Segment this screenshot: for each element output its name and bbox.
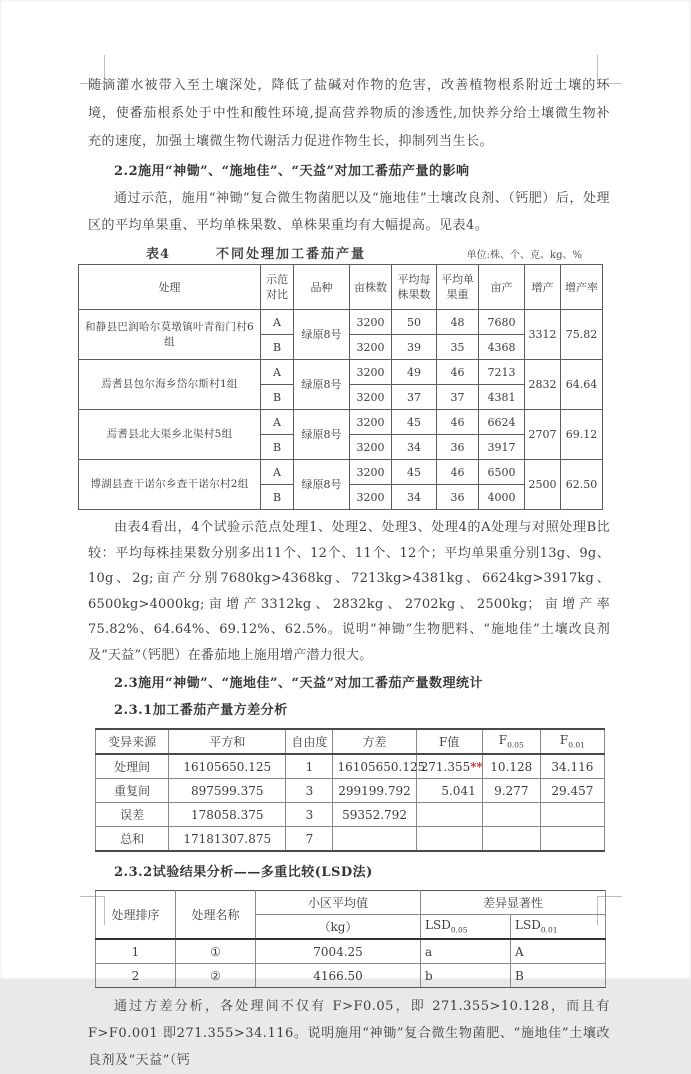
cell-plants: 3200 bbox=[350, 335, 392, 360]
cell-rate: 64.64 bbox=[561, 360, 603, 410]
cell-yield: 7213 bbox=[479, 360, 525, 385]
cell-plants: 3200 bbox=[350, 385, 392, 410]
cell-weight: 37 bbox=[437, 385, 479, 410]
paragraph-conclusion: 通过方差分析，各处理间不仅有 F>F0.05，即 271.355>10.128，而且有 F>F0.001 即271.355>34.116。说明施用“神锄”复合微生物菌肥、“施地佳”土壤改良剂及“天益”（钙 bbox=[88, 999, 610, 1068]
cell-fruits: 37 bbox=[392, 385, 437, 410]
cell-name: ① bbox=[176, 939, 256, 964]
table-row bbox=[79, 360, 603, 385]
cell-df: 3 bbox=[286, 803, 333, 827]
cell-fruits: 39 bbox=[392, 335, 437, 360]
paragraph-analysis: 由表4看出，4个试验示范点处理1、处理2、处理3、处理4的A处理与对照处理B比较：平均每株挂果数分别多出11个、12个、11个、12个；平均单果重分别13g、9g、10g、2g;亩产分别7680kg>4368kg、7213kg>4381kg、6624kg>3917kg、6500kg>4000kg;亩增产3312kg、2832kg、2702kg、2500kg；亩增产率75.82%、64.64%、69.12%、62.5%。说明“神锄”生物肥料、“施地佳”土壤改良剂及“天益”（钙肥）在番茄地上施用增产潜力很大。 bbox=[88, 520, 610, 663]
anova-header-row bbox=[96, 729, 605, 754]
table4-caption-title: 不同处理加工番茄产量 bbox=[216, 247, 367, 262]
col-demo-vs-check: 示范对比 bbox=[261, 265, 294, 310]
cell-weight: 46 bbox=[437, 360, 479, 385]
col-fruits-per-plant: 平均每株果数 bbox=[392, 265, 437, 310]
cell-f bbox=[416, 803, 482, 827]
cell-ms bbox=[333, 827, 416, 852]
cell-group: A bbox=[261, 410, 294, 435]
cell-weight: 48 bbox=[437, 310, 479, 335]
cell-yield: 4368 bbox=[479, 335, 525, 360]
cell-f005 bbox=[482, 803, 540, 827]
cell-variety: 绿原8号 bbox=[294, 360, 350, 410]
col-gain: 增产 bbox=[525, 265, 561, 310]
cell-site: 焉耆县北大渠乡北渠村5组 bbox=[79, 410, 261, 460]
col-plot-mean: 小区平均值 bbox=[256, 891, 421, 915]
table4-caption-unit: 单位:株、个、克、kg、% bbox=[466, 250, 582, 261]
cell-yield: 3917 bbox=[479, 435, 525, 460]
table-row bbox=[96, 779, 605, 803]
col-fruit-weight: 平均单果重 bbox=[437, 265, 479, 310]
cell-yield: 4000 bbox=[479, 485, 525, 510]
cell-fruits: 34 bbox=[392, 485, 437, 510]
cell-plants: 3200 bbox=[350, 410, 392, 435]
cell-ss: 16105650.125 bbox=[169, 754, 286, 779]
col-sum-squares: 平方和 bbox=[169, 729, 286, 754]
table-row bbox=[96, 827, 605, 852]
cell-site: 焉耆县包尔海乡岱尔斯村1组 bbox=[79, 360, 261, 410]
cell-mean: 7004.25 bbox=[256, 939, 421, 964]
cell-name: ② bbox=[176, 964, 256, 988]
cell-f bbox=[416, 827, 482, 852]
col-plants-per-mu: 亩株数 bbox=[350, 265, 392, 310]
cell-f001: 29.457 bbox=[540, 779, 604, 803]
cell-df: 7 bbox=[286, 827, 333, 852]
table-row bbox=[96, 754, 605, 779]
cell-sig001: A bbox=[511, 939, 606, 964]
col-treatment-name: 处理名称 bbox=[176, 891, 256, 940]
col-significance: 差异显著性 bbox=[421, 891, 606, 915]
yield-table-header-row bbox=[79, 265, 603, 310]
cell-fruits: 34 bbox=[392, 435, 437, 460]
table-row bbox=[79, 410, 603, 435]
cell-source: 处理间 bbox=[96, 754, 169, 779]
cell-variety: 绿原8号 bbox=[294, 460, 350, 510]
cell-plants: 3200 bbox=[350, 360, 392, 385]
cell-weight: 36 bbox=[437, 485, 479, 510]
cell-group: B bbox=[261, 385, 294, 410]
col-degrees-freedom: 自由度 bbox=[286, 729, 333, 754]
heading-2-3: 2.3施用“神锄”、“施地佳”、“天益”对加工番茄产量数理统计 bbox=[114, 676, 483, 691]
significance-stars: ** bbox=[470, 759, 483, 774]
cell-plants: 3200 bbox=[350, 485, 392, 510]
lsd-header-row-1 bbox=[96, 891, 606, 915]
cell-group: B bbox=[261, 435, 294, 460]
col-f005: $F_{0.05}$ bbox=[482, 729, 540, 754]
col-lsd001: $LSD_{0.01}$ bbox=[511, 915, 606, 940]
col-treatment-rank: 处理排序 bbox=[96, 891, 176, 940]
table-row bbox=[96, 939, 606, 964]
col-variation-source: 变异来源 bbox=[96, 729, 169, 754]
cell-sig005: b bbox=[421, 964, 511, 988]
cell-weight: 35 bbox=[437, 335, 479, 360]
yield-table bbox=[78, 264, 603, 510]
col-variance: 方差 bbox=[333, 729, 416, 754]
cell-site: 博湖县查干诺尔乡查干诺尔村2组 bbox=[79, 460, 261, 510]
cell-variety: 绿原8号 bbox=[294, 410, 350, 460]
cell-ss: 17181307.875 bbox=[169, 827, 286, 852]
cell-ss: 178058.375 bbox=[169, 803, 286, 827]
table-row bbox=[79, 460, 603, 485]
cell-group: A bbox=[261, 360, 294, 385]
paragraph-demo: 通过示范，施用“神锄”复合微生物菌肥以及“施地佳”土壤改良剂、（钙肥）后，处理区的平均单果重、平均单株果数、单株果重均有大幅提高。见表4。 bbox=[88, 191, 610, 233]
col-plot-mean-unit: （kg） bbox=[256, 915, 421, 940]
cell-plants: 3200 bbox=[350, 460, 392, 485]
cell-rate: 75.82 bbox=[561, 310, 603, 360]
cell-sig005: a bbox=[421, 939, 511, 964]
heading-2-3-2: 2.3.2试验结果分析——多重比较(LSD法) bbox=[114, 865, 373, 880]
cell-f: 271.355** bbox=[416, 754, 482, 779]
cell-fruits: 45 bbox=[392, 460, 437, 485]
cell-group: A bbox=[261, 460, 294, 485]
cell-gain: 2707 bbox=[525, 410, 561, 460]
cell-gain: 2500 bbox=[525, 460, 561, 510]
table4-caption-label: 表4 bbox=[146, 247, 171, 262]
cell-plants: 3200 bbox=[350, 310, 392, 335]
cell-site: 和静县巴润哈尔莫墩镇叶青衔门村6组 bbox=[79, 310, 261, 360]
col-treatment: 处理 bbox=[79, 265, 261, 310]
cell-f005: 10.128 bbox=[482, 754, 540, 779]
cell-source: 误差 bbox=[96, 803, 169, 827]
cell-fruits: 49 bbox=[392, 360, 437, 385]
cell-rank: 1 bbox=[96, 939, 176, 964]
cell-ss: 897599.375 bbox=[169, 779, 286, 803]
paragraph-intro: 随滴灌水被带入至土壤深处，降低了盐碱对作物的危害，改善植物根系附近土壤的环境，使番茄根系处于中性和酸性环境,提高营养物质的渗透性,加快养分给土壤微生物补充的速度，加强土壤微生物代谢活力促进作物生长，抑制列当生长。 bbox=[88, 78, 610, 149]
anova-table bbox=[95, 728, 605, 852]
cell-group: A bbox=[261, 310, 294, 335]
cell-f001 bbox=[540, 827, 604, 852]
cell-df: 3 bbox=[286, 779, 333, 803]
cell-df: 1 bbox=[286, 754, 333, 779]
col-f-value: F值 bbox=[416, 729, 482, 754]
cell-f005: 9.277 bbox=[482, 779, 540, 803]
cell-group: B bbox=[261, 335, 294, 360]
col-gain-rate: 增产率 bbox=[561, 265, 603, 310]
cell-source: 重复间 bbox=[96, 779, 169, 803]
cell-f005 bbox=[482, 827, 540, 852]
cell-f001: 34.116 bbox=[540, 754, 604, 779]
cell-rank: 2 bbox=[96, 964, 176, 988]
cell-fruits: 45 bbox=[392, 410, 437, 435]
col-variety: 品种 bbox=[294, 265, 350, 310]
col-f001: $F_{0.01}$ bbox=[540, 729, 604, 754]
cell-gain: 3312 bbox=[525, 310, 561, 360]
cell-plants: 3200 bbox=[350, 435, 392, 460]
cell-mean: 4166.50 bbox=[256, 964, 421, 988]
col-lsd005: $LSD_{0.05}$ bbox=[421, 915, 511, 940]
cell-weight: 46 bbox=[437, 460, 479, 485]
col-yield-per-mu: 亩产 bbox=[479, 265, 525, 310]
cell-f001 bbox=[540, 803, 604, 827]
cell-yield: 7680 bbox=[479, 310, 525, 335]
cell-f: 5.041 bbox=[416, 779, 482, 803]
cell-source: 总和 bbox=[96, 827, 169, 852]
page-content bbox=[85, 72, 610, 1074]
cell-variety: 绿原8号 bbox=[294, 310, 350, 360]
cell-group: B bbox=[261, 485, 294, 510]
cell-yield: 4381 bbox=[479, 385, 525, 410]
cell-gain: 2832 bbox=[525, 360, 561, 410]
cell-ms: 59352.792 bbox=[333, 803, 416, 827]
cell-weight: 36 bbox=[437, 435, 479, 460]
table4-caption bbox=[88, 243, 610, 262]
cell-yield: 6624 bbox=[479, 410, 525, 435]
heading-2-2: 2.2施用“神锄”、“施地佳”、“天益”对加工番茄产量的影响 bbox=[114, 164, 470, 179]
cell-ms: 16105650.125 bbox=[333, 754, 416, 779]
cell-ms: 299199.792 bbox=[333, 779, 416, 803]
heading-2-3-1: 2.3.1加工番茄产量方差分析 bbox=[114, 703, 288, 718]
table-row bbox=[96, 803, 605, 827]
cell-sig001: B bbox=[511, 964, 606, 988]
cell-fruits: 50 bbox=[392, 310, 437, 335]
lsd-table bbox=[95, 890, 606, 988]
cell-rate: 62.50 bbox=[561, 460, 603, 510]
cell-weight: 46 bbox=[437, 410, 479, 435]
table-row bbox=[79, 310, 603, 335]
table-row bbox=[96, 964, 606, 988]
cell-rate: 69.12 bbox=[561, 410, 603, 460]
cell-yield: 6500 bbox=[479, 460, 525, 485]
